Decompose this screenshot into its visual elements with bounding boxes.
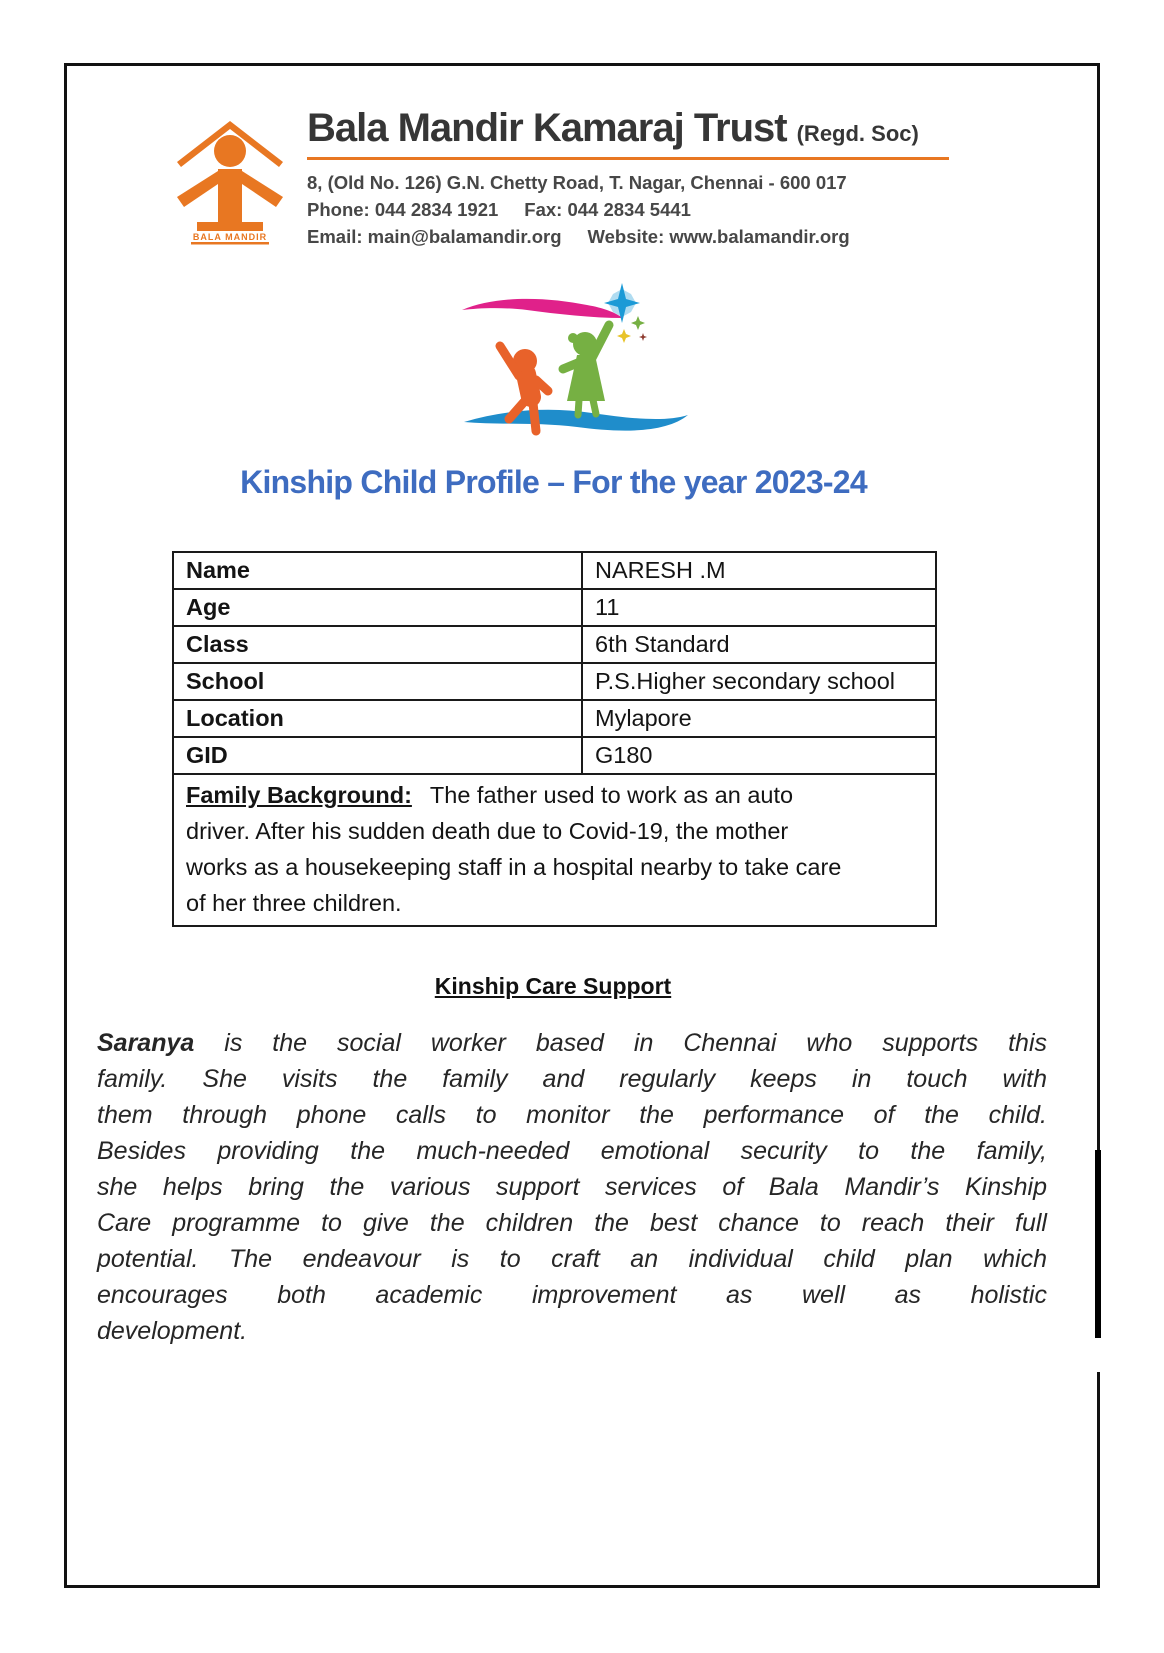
family-background-text: of her three children. (186, 890, 402, 916)
family-background-text: The father used to work as an auto (429, 782, 794, 808)
section-heading: Kinship Care Support (434, 973, 672, 999)
paragraph-line: she helps bring the various support services of Bala Mandir’s Kinship (97, 1173, 1047, 1201)
row-value: 11 (582, 589, 936, 626)
children-stars-logo-icon (452, 276, 712, 448)
logo-caption: BALA MANDIR (192, 232, 268, 242)
family-background-cell (173, 774, 936, 926)
paragraph-line: Besides providing the much-needed emotional security to the family, (97, 1137, 1047, 1165)
row-label: Class (173, 626, 582, 663)
child-profile-table (172, 551, 937, 927)
paragraph-line: is the social worker based in Chennai who supports this (224, 1029, 1047, 1057)
paragraph-line: family. She visits the family and regularly keeps in touch with (97, 1065, 1047, 1093)
family-background-text: works as a housekeeping staff in a hospital nearby to take care (186, 854, 842, 880)
phone: Phone: 044 2834 1921 (307, 199, 499, 220)
email: Email: main@balamandir.org (307, 226, 562, 247)
family-background-text: driver. After his sudden death due to Covid-19, the mother (186, 818, 789, 844)
paragraph-line: potential. The endeavour is to craft an individual child plan which (97, 1245, 1047, 1273)
table-row (173, 700, 936, 737)
table-row (173, 552, 936, 589)
paragraph-line: encourages both academic improvement as well as holistic (97, 1281, 1047, 1309)
table-row (173, 663, 936, 700)
orange-rule (307, 157, 949, 160)
row-label: Age (173, 589, 582, 626)
phone-fax-line (307, 196, 949, 223)
social-worker-name: Saranya (97, 1029, 195, 1057)
org-regd: (Regd. Soc) (796, 121, 919, 146)
row-label: School (173, 663, 582, 700)
row-label: Location (173, 700, 582, 737)
paragraph-line: Care programme to give the children the best chance to reach their full (97, 1209, 1047, 1237)
row-value: P.S.Higher secondary school (582, 663, 936, 700)
paragraph-line: development. (97, 1317, 248, 1345)
table-row (173, 626, 936, 663)
right-border-mark (1095, 1150, 1101, 1338)
row-label: GID (173, 737, 582, 774)
row-value: 6th Standard (582, 626, 936, 663)
right-border-gap (1097, 1338, 1100, 1372)
row-value: Mylapore (582, 700, 936, 737)
website: Website: www.balamandir.org (587, 226, 850, 247)
table-row (173, 589, 936, 626)
document-page (64, 63, 1100, 1588)
kinship-care-support-section (97, 971, 1047, 1349)
section-paragraph (97, 1025, 1047, 1349)
table-row (173, 737, 936, 774)
fax: Fax: 044 2834 5441 (524, 199, 691, 220)
row-value: NARESH .M (582, 552, 936, 589)
family-background-row (173, 774, 936, 926)
org-title (307, 106, 949, 151)
org-address-block (307, 169, 949, 250)
paragraph-line: them through phone calls to monitor the performance of the child. (97, 1101, 1047, 1129)
row-label: Name (173, 552, 582, 589)
page-title: Kinship Child Profile – For the year 2023-24 (240, 464, 867, 500)
org-name: Bala Mandir Kamaraj Trust (307, 106, 787, 150)
email-web-line (307, 223, 949, 250)
bala-mandir-logo-icon (169, 106, 291, 246)
family-background-label: Family Background: (186, 782, 412, 808)
letterhead (169, 106, 949, 250)
address-line: 8, (Old No. 126) G.N. Chetty Road, T. Nagar, Chennai - 600 017 (307, 172, 847, 193)
row-value: G180 (582, 737, 936, 774)
